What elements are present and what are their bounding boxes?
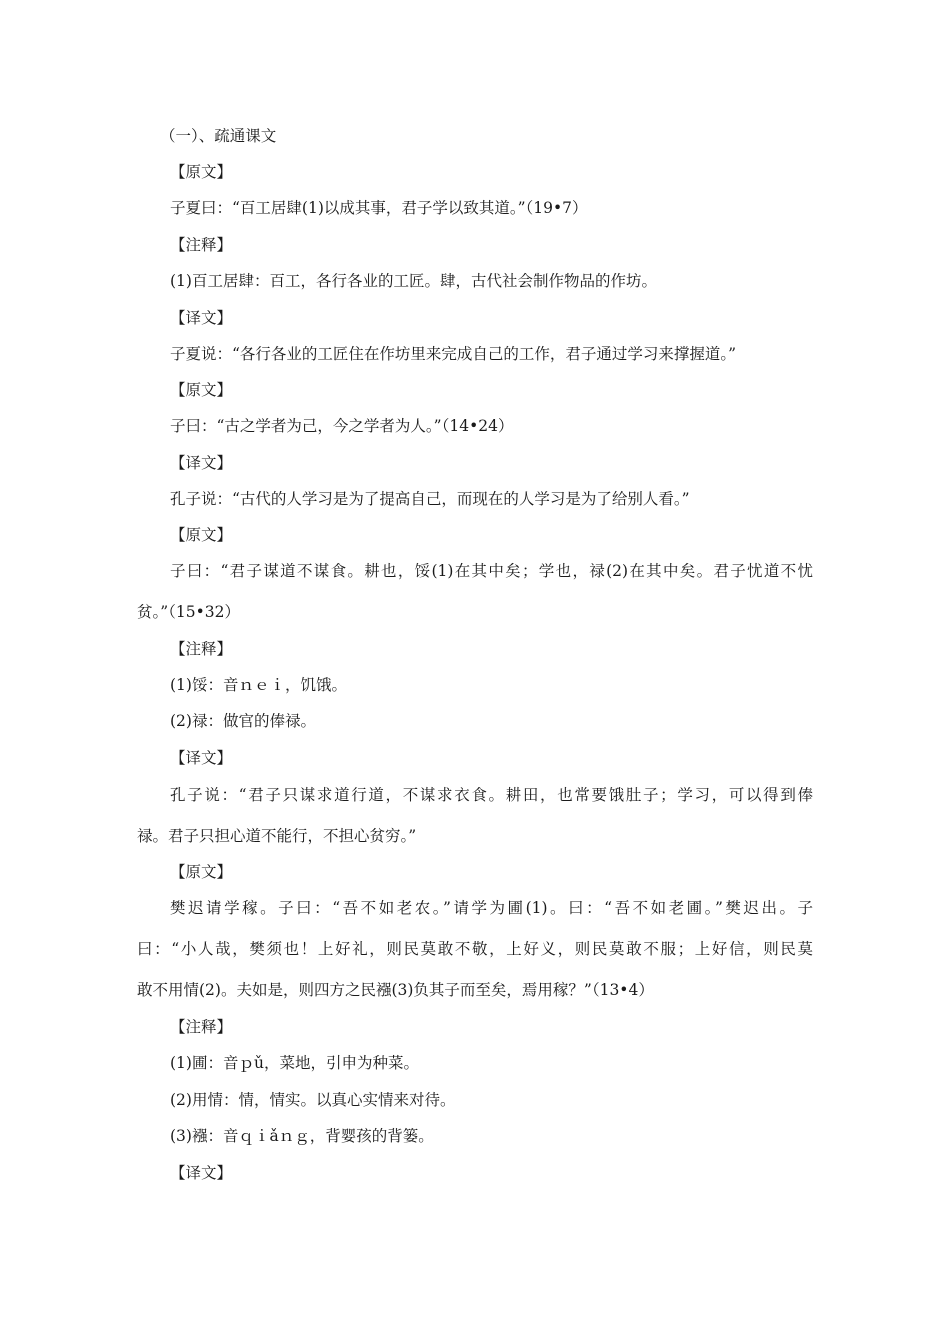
label-notes: 【注释】 — [170, 236, 233, 254]
section-heading: （一）、疏通课文 — [160, 127, 277, 145]
note-line: (1)百工居肆：百工，各行各业的工匠。肆，古代社会制作物品的作坊。 — [170, 272, 657, 290]
label-original: 【原文】 — [170, 526, 233, 544]
passage-line: 曰：“小人哉，樊须也！上好礼，则民莫敢不敬，上好义，则民莫敢不服；上好信，则民莫 — [137, 940, 813, 958]
passage-line: 樊迟请学稼。子曰：“吾不如老农。”请学为圃(1)。曰：“吾不如老圃。”樊迟出。子 — [170, 899, 813, 917]
note-line: (2)禄：做官的俸禄。 — [170, 712, 316, 730]
note-line: (2)用情：情，情实。以真心实情来对待。 — [170, 1091, 456, 1109]
passage-line: 子夏曰：“百工居肆(1)以成其事，君子学以致其道。”（19•7） — [170, 199, 588, 217]
translation-line: 禄。君子只担心道不能行，不担心贫穷。” — [137, 827, 417, 845]
label-translation: 【译文】 — [170, 454, 233, 472]
label-translation: 【译文】 — [170, 749, 233, 767]
label-original: 【原文】 — [170, 863, 233, 881]
label-translation: 【译文】 — [170, 309, 233, 327]
label-original: 【原文】 — [170, 381, 233, 399]
note-line: (3)襁：音ｑｉǎｎｇ，背婴孩的背篓。 — [170, 1127, 434, 1145]
passage-line: 敢不用情(2)。夫如是，则四方之民襁(3)负其子而至矣，焉用稼？”（13•4） — [137, 981, 654, 999]
note-line: (1)圃：音ｐǔ，菜地，引申为种菜。 — [170, 1054, 419, 1072]
note-line: (1)馁：音ｎｅｉ，饥饿。 — [170, 676, 347, 694]
passage-line: 子曰：“古之学者为己，今之学者为人。”（14•24） — [170, 417, 514, 435]
passage-line: 贫。”（15•32） — [137, 603, 241, 621]
translation-line: 孔子说：“君子只谋求道行道，不谋求衣食。耕田，也常要饿肚子；学习，可以得到俸 — [170, 786, 813, 804]
label-translation: 【译文】 — [170, 1164, 233, 1182]
label-notes: 【注释】 — [170, 1018, 233, 1036]
label-notes: 【注释】 — [170, 640, 233, 658]
label-original: 【原文】 — [170, 163, 233, 181]
translation-line: 子夏说：“各行各业的工匠住在作坊里来完成自己的工作，君子通过学习来撑握道。” — [170, 345, 737, 363]
translation-line: 孔子说：“古代的人学习是为了提高自己，而现在的人学习是为了给别人看。” — [170, 490, 690, 508]
passage-line: 子曰：“君子谋道不谋食。耕也，馁(1)在其中矣；学也，禄(2)在其中矣。君子忧道不忧 — [170, 562, 813, 580]
